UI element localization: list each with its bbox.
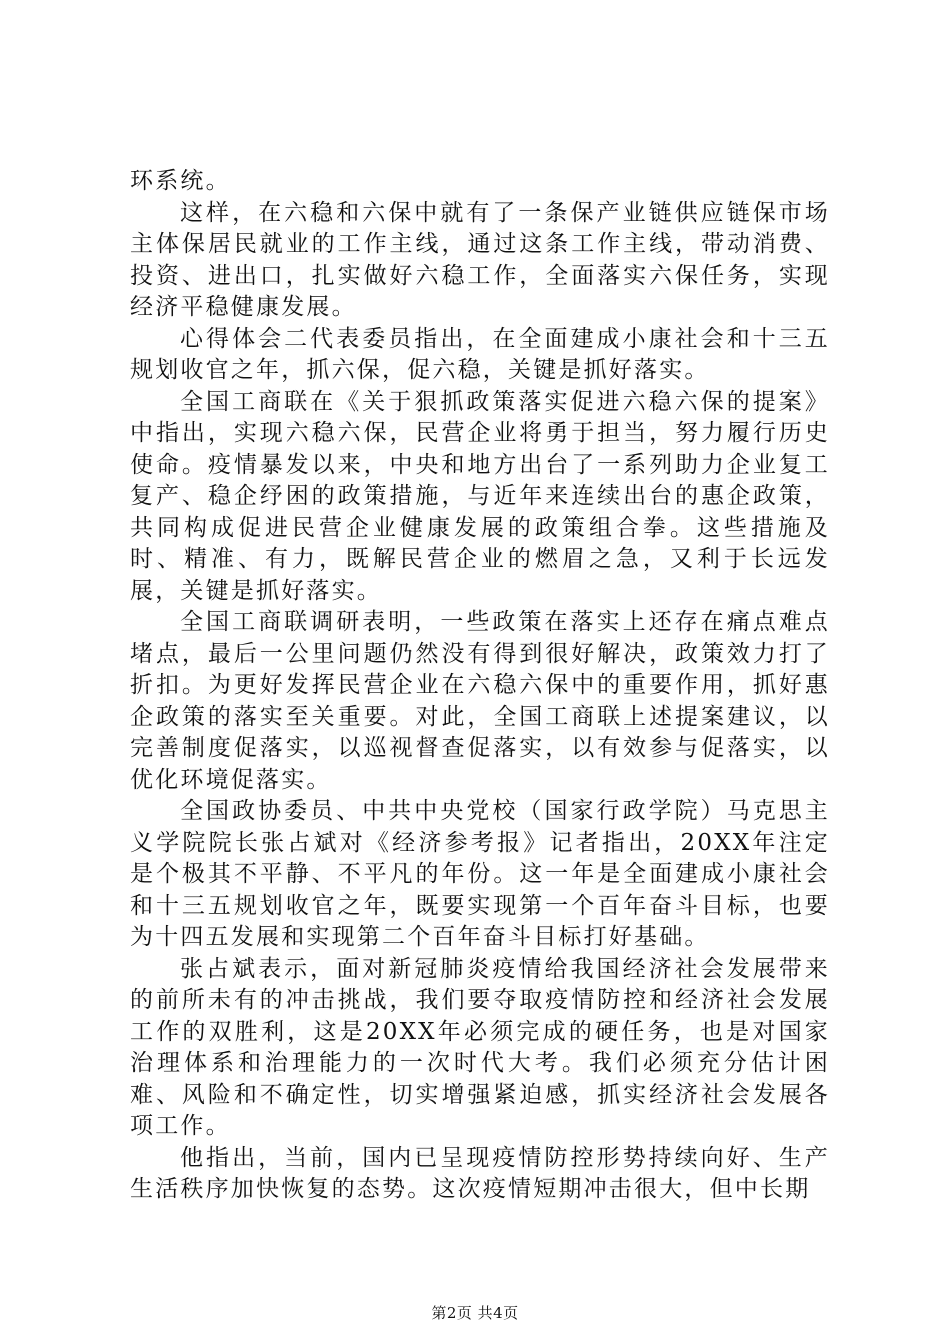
paragraph: 心得体会二代表委员指出，在全面建成小康社会和十三五规划收官之年，抓六保，促六稳，关键是抓好落实。 (130, 325, 830, 383)
paragraph: 这样，在六稳和六保中就有了一条保产业链供应链保市场主体保居民就业的工作主线，通过这条工作主线，带动消费、投资、进出口，扎实做好六稳工作，全面落实六保任务，实现经济平稳健康发展。 (130, 199, 830, 320)
paragraph: 环系统。 (130, 168, 231, 194)
page-number-footer: 第2页 共4页 (431, 1304, 519, 1322)
paragraph: 全国工商联在《关于狠抓政策落实促进六稳六保的提案》中指出，实现六稳六保，民营企业将勇于担当，努力履行历史使命。疫情暴发以来，中央和地方出台了一系列助力企业复工复产、稳企纾困的政策措施，与近年来连续出台的惠企政策，共同构成促进民营企业健康发展的政策组合拳。这些措施及时、精准、有力，既解民营企业的燃眉之急，又利于长远发展，关键是抓好落实。 (130, 388, 830, 604)
paragraph: 张占斌表示，面对新冠肺炎疫情给我国经济社会发展带来的前所未有的冲击挑战，我们要夺取疫情防控和经济社会发展工作的双胜利，这是20XX年必须完成的硬任务，也是对国家治理体系和治理能力的一次时代大考。我们必须充分估计困难、风险和不确定性，切实增强紧迫感，抓实经济社会发展各项工作。 (130, 955, 830, 1139)
paragraph: 全国政协委员、中共中央党校（国家行政学院）马克思主义学院院长张占斌对《经济参考报》记者指出，20XX年注定是个极其不平静、不平凡的年份。这一年是全面建成小康社会和十三五规划收官之年，既要实现第一个百年奋斗目标，也要为十四五发展和实现第二个百年奋斗目标打好基础。 (130, 798, 830, 950)
paragraph: 他指出，当前，国内已呈现疫情防控形势持续向好、生产生活秩序加快恢复的态势。这次疫情短期冲击很大，但中长期 (130, 1144, 830, 1202)
paragraph: 全国工商联调研表明，一些政策在落实上还存在痛点难点堵点，最后一公里问题仍然没有得到很好解决，政策效力打了折扣。为更好发挥民营企业在六稳六保中的重要作用，抓好惠企政策的落实至关重要。对此，全国工商联上述提案建议，以完善制度促落实，以巡视督查促落实，以有效参与促落实，以优化环境促落实。 (130, 609, 830, 793)
document-body (130, 166, 830, 1206)
